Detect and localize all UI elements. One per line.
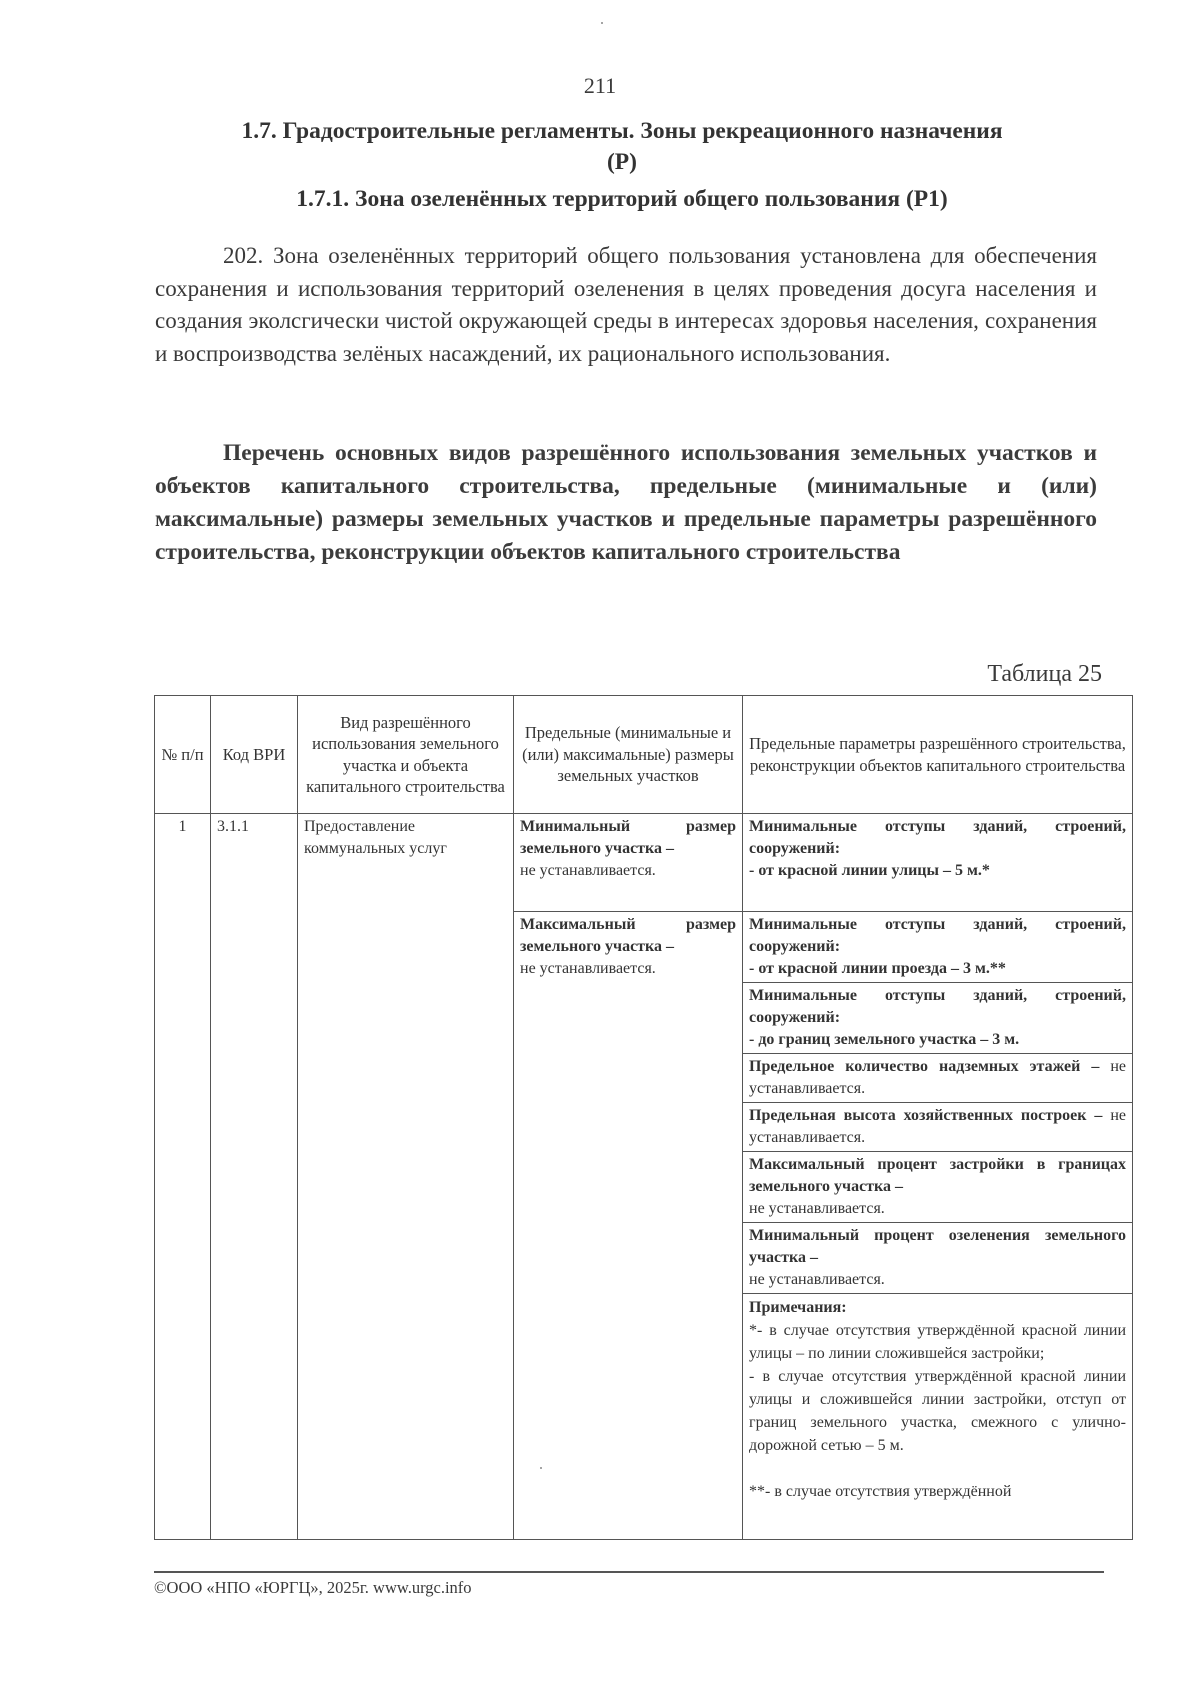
footer-copyright: ©ООО «НПО «ЮРГЦ», 2025г. www.urgc.info — [154, 1578, 472, 1597]
cell-min-size — [514, 814, 743, 912]
param-6-value: не устанавливается. — [749, 1200, 885, 1217]
param-3-title: Минимальные отступы зданий, строений, сооружений: — [749, 987, 1126, 1026]
param-4-title: Предельное количество надземных этажей – — [749, 1058, 1100, 1075]
min-size-value: не устанавливается. — [520, 862, 656, 879]
max-size-value: не устанавливается. — [520, 960, 656, 977]
intro-paragraph-text: 202. Зона озеленённых территорий общего пользования установлена для обеспечения сохранения и использования территорий озеленения в целях проведения досуга населения и создания эколсгически чистой окружающей среды в интересах здоровья населения, сохранения и воспроизводства зелёных насаждений, их рационального использования. — [155, 243, 1097, 366]
header-params: Предельные параметры разрешённого строительства, реконструкции объектов капитального строительства — [743, 696, 1133, 814]
scan-speck — [540, 1467, 542, 1469]
header-code: Код ВРИ — [211, 696, 298, 814]
param-3-value: - до границ земельного участка – 3 м. — [749, 1031, 1020, 1048]
param-4-value: не устанавливается. — [749, 1058, 1126, 1097]
table-label: Таблица 25 — [987, 661, 1102, 687]
notes-cell — [743, 1294, 1133, 1540]
list-title — [155, 437, 1097, 569]
intro-paragraph — [155, 240, 1097, 370]
param-1-title: Минимальные отступы зданий, строений, сооружений: — [749, 818, 1126, 857]
param-7-value: не устанавливается. — [749, 1271, 885, 1288]
page-number: 211 — [583, 73, 617, 98]
section-heading-line2: (Р) — [606, 149, 637, 175]
footer-rule — [154, 1571, 1104, 1573]
section-heading — [152, 116, 1092, 178]
list-title-text: Перечень основных видов разрешённого использования земельных участков и объектов капитального строительства, предельные (минимальные и (или) максимальные) размеры земельных участков и предельные параметры разрешённого строительства, реконструкции объектов капитального строительства — [155, 440, 1097, 565]
cell-code: 3.1.1 — [211, 814, 298, 1540]
param-cell-3 — [743, 983, 1133, 1054]
note-3: **- в случае отсутствия утверждённой — [749, 1483, 1012, 1500]
scan-speck — [601, 22, 603, 24]
table-header-row — [155, 696, 1133, 814]
table-row — [155, 814, 1133, 912]
param-2-value: - от красной линии проезда – 3 м.** — [749, 960, 1006, 977]
section-heading-line1: 1.7. Градостроительные регламенты. Зоны рекреационного назначения — [241, 118, 1003, 144]
param-cell-6 — [743, 1152, 1133, 1223]
subsection-heading: 1.7.1. Зона озеленённых территорий общего пользования (Р1) — [296, 186, 948, 212]
regulations-table — [154, 695, 1133, 1540]
cell-max-size — [514, 912, 743, 1540]
cell-num: 1 — [155, 814, 211, 1540]
cell-vri: Предоставление коммунальных услуг — [298, 814, 514, 1540]
param-7-title: Минимальный процент озеленения земельного участка – — [749, 1227, 1126, 1266]
param-6-title: Максимальный процент застройки в границах земельного участка – — [749, 1156, 1126, 1195]
notes-title: Примечания: — [749, 1299, 847, 1316]
param-5-value: не устанавливается. — [749, 1107, 1126, 1146]
param-2-title: Минимальные отступы зданий, строений, сооружений: — [749, 916, 1126, 955]
header-sizes: Предельные (минимальные и (или) максимальные) размеры земельных участков — [514, 696, 743, 814]
note-2: - в случае отсутствия утверждённой красной линии улицы и сложившейся линии застройки, отступ от границ земельного участка, смежного с улично-дорожной сетью – 5 м. — [749, 1368, 1126, 1454]
header-vri: Вид разрешённого использования земельного участка и объекта капитального строительства — [298, 696, 514, 814]
param-5-title: Предельная высота хозяйственных построек – — [749, 1107, 1103, 1124]
min-size-title: Минимальный размер земельного участка – — [520, 818, 736, 857]
param-cell-5 — [743, 1103, 1133, 1152]
param-cell-4 — [743, 1054, 1133, 1103]
header-num: № п/п — [155, 696, 211, 814]
max-size-title: Максимальный размер земельного участка – — [520, 916, 736, 955]
param-cell-2 — [743, 912, 1133, 983]
param-cell-1 — [743, 814, 1133, 912]
param-1-value: - от красной линии улицы – 5 м.* — [749, 862, 990, 879]
note-1: *- в случае отсутствия утверждённой красной линии улицы – по линии сложившейся застройки; — [749, 1322, 1126, 1362]
param-cell-7 — [743, 1223, 1133, 1294]
